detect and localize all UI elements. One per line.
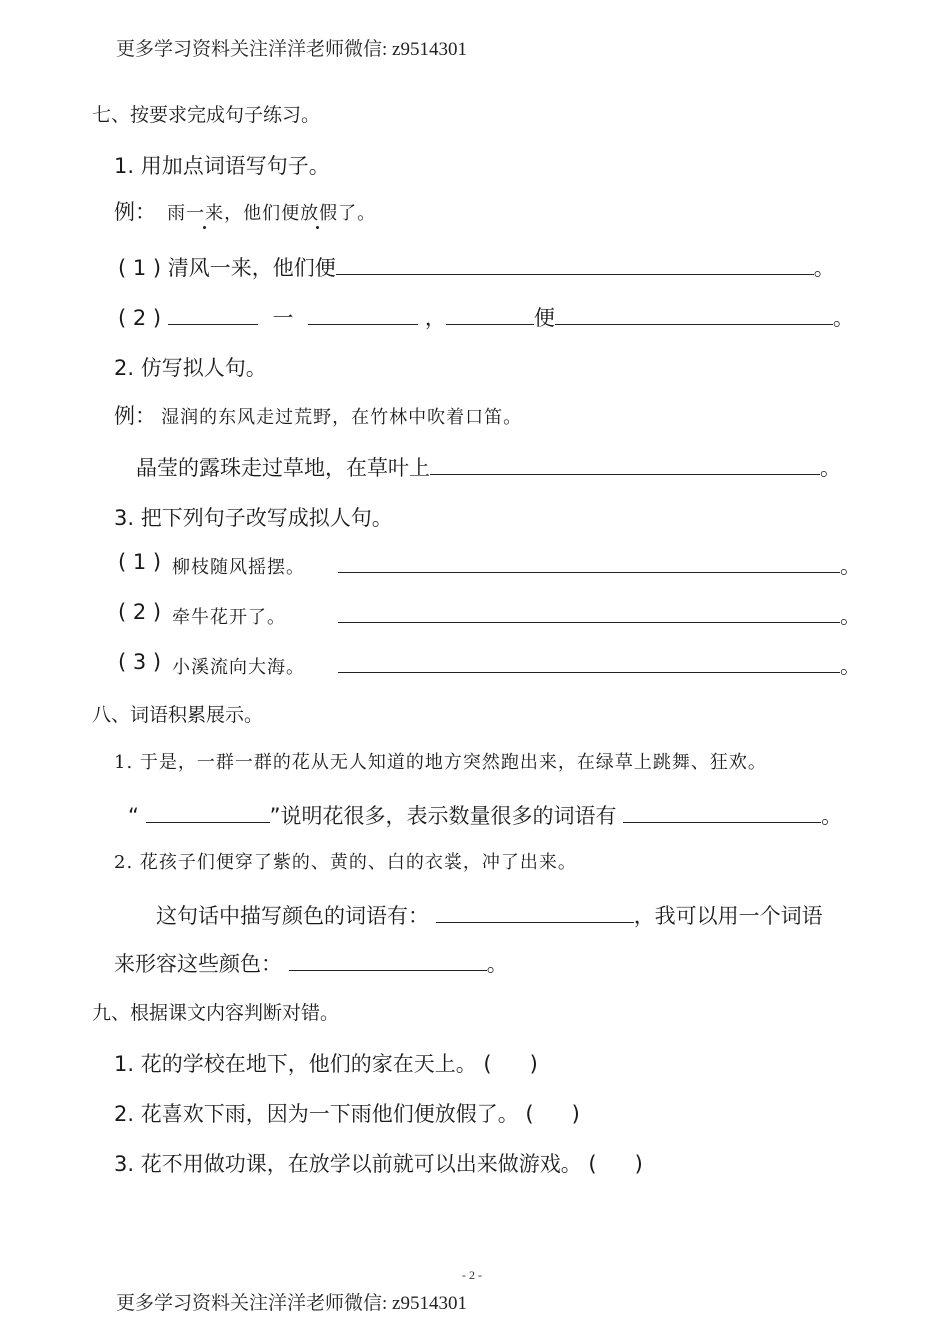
period: 。 [832,306,854,330]
example-label: 例： [114,404,156,428]
item-label: ( 2 ) [118,600,162,624]
s7-q3-title: 3. 把下列句子改写成拟人句。 [114,506,393,530]
answer-blank[interactable] [168,302,258,325]
answer-blank[interactable] [436,900,634,923]
section-8-title: 八、词语积累展示。 [92,704,264,726]
answer-line [338,650,861,680]
answer-blank[interactable] [338,550,840,573]
item-label: ( 3 ) [118,650,162,674]
answer-blank[interactable] [623,800,821,823]
s7-q1-item2 [118,302,854,332]
emphasis-dot [316,226,319,229]
s7-q1-example [114,196,376,226]
period: 。 [840,604,861,628]
paren-open: ( [525,1102,534,1126]
judge-box[interactable] [525,1102,579,1126]
prompt-text: 晶莹的露珠走过草地，在草叶上 [136,456,430,480]
word-bian: 便 [533,306,555,330]
period: 。 [486,952,508,976]
s8-q1-sentence: 1. 于是，一群一群的花从无人知道的地方突然跑出来，在绿草上跳舞、狂欢。 [114,752,767,773]
paren-close: ) [571,1102,580,1126]
question-text: 这句话中描写颜色的词语有： [156,904,429,928]
question-text: ”说明花很多，表示数量很多的词语有 [269,804,617,828]
period: 。 [840,554,861,578]
example-sentence: 雨一来，他们便放假了。 [167,203,377,224]
header-note: 更多学习资料关注洋洋老师微信: z9514301 [116,39,467,60]
answer-blank[interactable] [146,800,270,823]
item-label: ( 2 ) [118,306,162,330]
item-label: ( 1 ) [118,550,162,574]
answer-blank[interactable] [338,600,840,623]
s7-q2-prompt [136,452,841,482]
example-label: 例： [114,200,156,224]
s8-q2-line2 [114,948,508,978]
judge-box[interactable] [483,1052,537,1076]
question-text: 来形容这些颜色： [114,952,282,976]
s8-q2-sentence: 2. 花孩子们便穿了紫的、黄的、白的衣裳，冲了出来。 [114,852,577,873]
item-sentence: 牵牛花开了。 [172,607,286,628]
item-text: 清风一来，他们便 [167,256,336,280]
s7-q3-item [118,650,161,674]
judge-box[interactable] [588,1152,642,1176]
answer-blank[interactable] [336,252,814,275]
s7-q1-title: 1. 用加点词语写句子。 [114,154,330,178]
paren-close: ) [634,1152,643,1176]
question-text: ，我可以用一个词语 [633,904,823,928]
answer-blank[interactable] [446,302,534,325]
item-sentence: 柳枝随风摇摆。 [172,557,305,578]
s8-q1-answer [128,800,842,830]
paren-open: ( [588,1152,597,1176]
answer-blank[interactable] [338,650,840,673]
word-yi: 一 [272,306,294,330]
answer-line [338,550,861,580]
emphasis-dot [203,226,206,229]
paren-close: ) [529,1052,538,1076]
section-9-title: 九、根据课文内容判断对错。 [92,1002,340,1024]
answer-line [338,600,861,630]
statement: 3. 花不用做功课，在放学以前就可以出来做游戏。 [114,1152,582,1176]
open-quote: “ [128,804,139,828]
answer-blank[interactable] [289,948,487,971]
period: 。 [821,804,843,828]
s7-q3-item [118,550,161,574]
example-sentence: 湿润的东风走过荒野，在竹林中吹着口笛。 [161,407,523,428]
s7-q2-title: 2. 仿写拟人句。 [114,356,267,380]
footer-note: 更多学习资料关注洋洋老师微信: z9514301 [116,1293,467,1314]
s7-q1-item1 [118,252,835,282]
answer-blank[interactable] [555,302,833,325]
s7-q2-example [114,400,522,430]
s9-item [114,1048,538,1078]
paren-open: ( [483,1052,492,1076]
period: 。 [820,456,841,480]
comma: ， [424,306,446,330]
page-number: - 2 - [462,1268,482,1282]
period: 。 [813,256,835,280]
s7-q3-item [118,600,161,624]
statement: 2. 花喜欢下雨，因为一下雨他们便放假了。 [114,1102,519,1126]
section-7-title: 七、按要求完成句子练习。 [92,104,321,126]
answer-blank[interactable] [430,452,820,475]
s9-item [114,1148,643,1178]
statement: 1. 花的学校在地下，他们的家在天上。 [114,1052,477,1076]
s8-q2-line1 [156,900,823,930]
item-label: ( 1 ) [118,256,162,280]
answer-blank[interactable] [308,302,418,325]
s9-item [114,1098,580,1128]
item-sentence: 小溪流向大海。 [172,657,305,678]
period: 。 [840,654,861,678]
